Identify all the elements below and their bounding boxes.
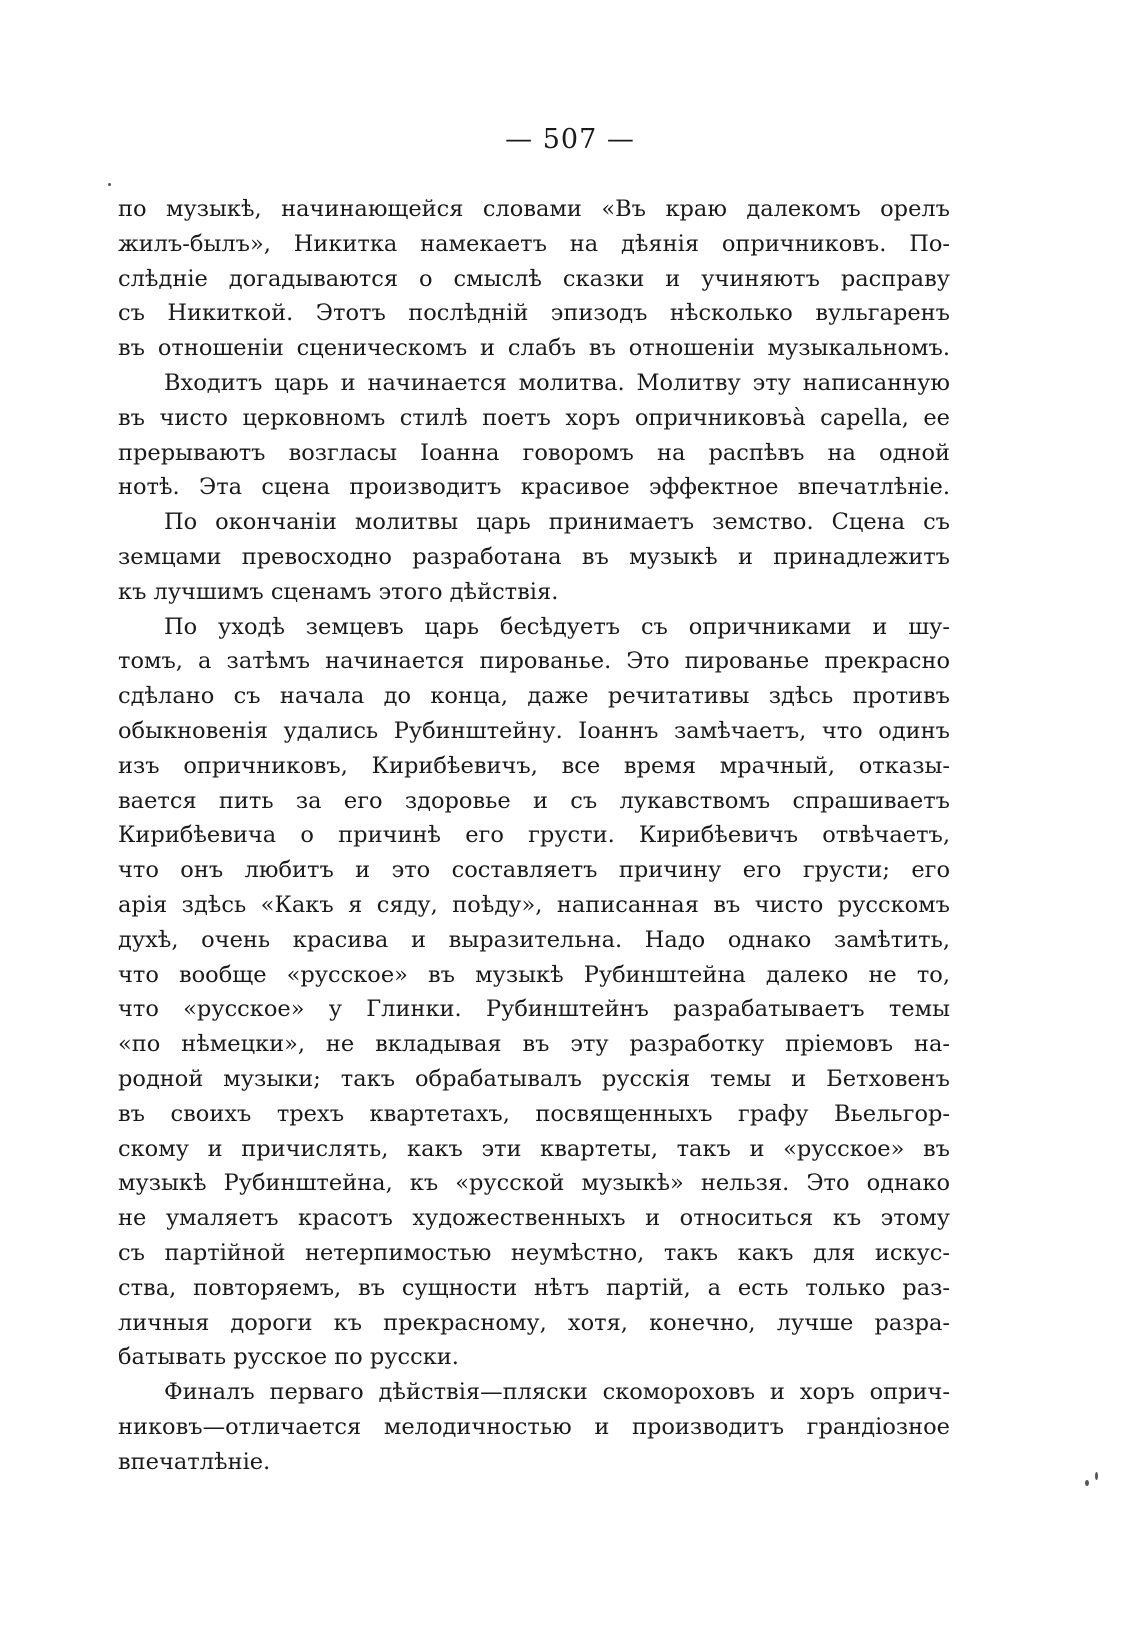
text-line: въ отношеніи сценическомъ и слабъ въ отношеніи музыкальномъ. — [118, 335, 950, 362]
text-line: музыкѣ Рубинштейна, къ «русской музыкѣ» нельзя. Это однако — [118, 1170, 950, 1197]
paragraph — [118, 610, 950, 1376]
text-line: «по нѣмецки», не вкладывая въ эту разработку пріемовъ на- — [118, 1031, 950, 1058]
text-line: никовъ—отличается мелодичностью и производитъ грандіозное — [118, 1413, 950, 1440]
text-line: арія здѣсь «Какъ я сяду, поѣду», написанная въ чисто русскомъ — [118, 891, 950, 918]
paragraph — [118, 366, 950, 505]
text-line: съ Никиткой. Этотъ послѣдній эпизодъ нѣсколько вульгаренъ — [118, 300, 950, 327]
paragraph — [118, 505, 950, 609]
text-line: въ чисто церковномъ стилѣ поетъ хоръ опричниковъà capella, ее — [118, 404, 950, 431]
paragraph — [118, 1375, 950, 1479]
print-speck — [108, 183, 111, 186]
text-line: въ своихъ трехъ квартетахъ, посвященныхъ графу Вьельгор- — [118, 1100, 950, 1127]
text-line: изъ опричниковъ, Кирибѣевичъ, все время мрачный, отказы- — [118, 752, 950, 779]
paragraph — [118, 192, 950, 366]
page-number: — 507 — — [505, 124, 635, 155]
text-line: ства, повторяемъ, въ сущности нѣтъ партій, а есть только раз- — [118, 1274, 950, 1301]
text-line: по музыкѣ, начинающейся словами «Въ краю далекомъ орелъ — [118, 196, 950, 222]
text-line: земцами превосходно разработана въ музыкѣ и принадлежитъ — [118, 543, 950, 570]
text-line: батывать русское по русски. — [118, 1344, 459, 1371]
print-speck — [1095, 1472, 1098, 1480]
text-line: что онъ любитъ и это составляетъ причину его грусти; его — [118, 857, 950, 884]
text-line: Финалъ перваго дѣйствія—пляски скомороховъ и хоръ оприч- — [164, 1379, 950, 1406]
text-line: родной музыки; такъ обрабатывалъ русскія темы и Бетховенъ — [118, 1065, 950, 1092]
text-line: Кирибѣевича о причинѣ его грусти. Кирибѣевичъ отвѣчаетъ, — [118, 822, 950, 849]
text-line: съ партійной нетерпимостью неумѣстно, такъ какъ для искус- — [118, 1239, 950, 1266]
text-line: что «русское» у Глинки. Рубинштейнъ разрабатываетъ темы — [118, 996, 950, 1023]
text-line: не умаляетъ красотъ художественныхъ и относиться къ этому — [118, 1205, 950, 1232]
text-line: сдѣлано съ начала до конца, даже речитативы здѣсь противъ — [118, 683, 950, 710]
text-line: нотѣ. Эта сцена производитъ красивое эффектное впечатлѣніе. — [118, 474, 950, 501]
text-line: впечатлѣніе. — [118, 1448, 271, 1475]
text-line: скому и причислять, какъ эти квартеты, такъ и «русское» въ — [118, 1135, 950, 1162]
text-line: Входитъ царь и начинается молитва. Молитву эту написанную — [164, 369, 950, 396]
text-line: личныя дороги къ прекрасному, хотя, конечно, лучше разра- — [118, 1309, 950, 1336]
text-line: По окончаніи молитвы царь принимаетъ земство. Сцена съ — [164, 509, 950, 536]
print-speck — [1085, 1480, 1089, 1486]
body-text — [118, 192, 950, 1479]
text-line: прерываютъ возгласы Іоанна говоромъ на распѣвъ на одной — [118, 439, 950, 466]
text-line: къ лучшимъ сценамъ этого дѣйствія. — [118, 578, 559, 605]
text-line: томъ, а затѣмъ начинается пированье. Это пированье прекрасно — [118, 648, 950, 675]
text-line: обыкновенія удались Рубинштейну. Іоаннъ замѣчаетъ, что одинъ — [118, 717, 950, 744]
text-line: жилъ-былъ», Никитка намекаетъ на дѣянія опричниковъ. По- — [118, 230, 950, 257]
text-line: По уходѣ земцевъ царь бесѣдуетъ съ опричниками и шу- — [164, 613, 950, 640]
text-line: вается пить за его здоровье и съ лукавствомъ спрашиваетъ — [118, 787, 950, 814]
text-line: слѣдніе догадываются о смыслѣ сказки и учиняютъ расправу — [118, 265, 950, 292]
text-line: что вообще «русское» въ музыкѣ Рубинштейна далеко не то, — [118, 961, 950, 988]
text-line: духѣ, очень красива и выразительна. Надо однако замѣтить, — [118, 926, 950, 953]
